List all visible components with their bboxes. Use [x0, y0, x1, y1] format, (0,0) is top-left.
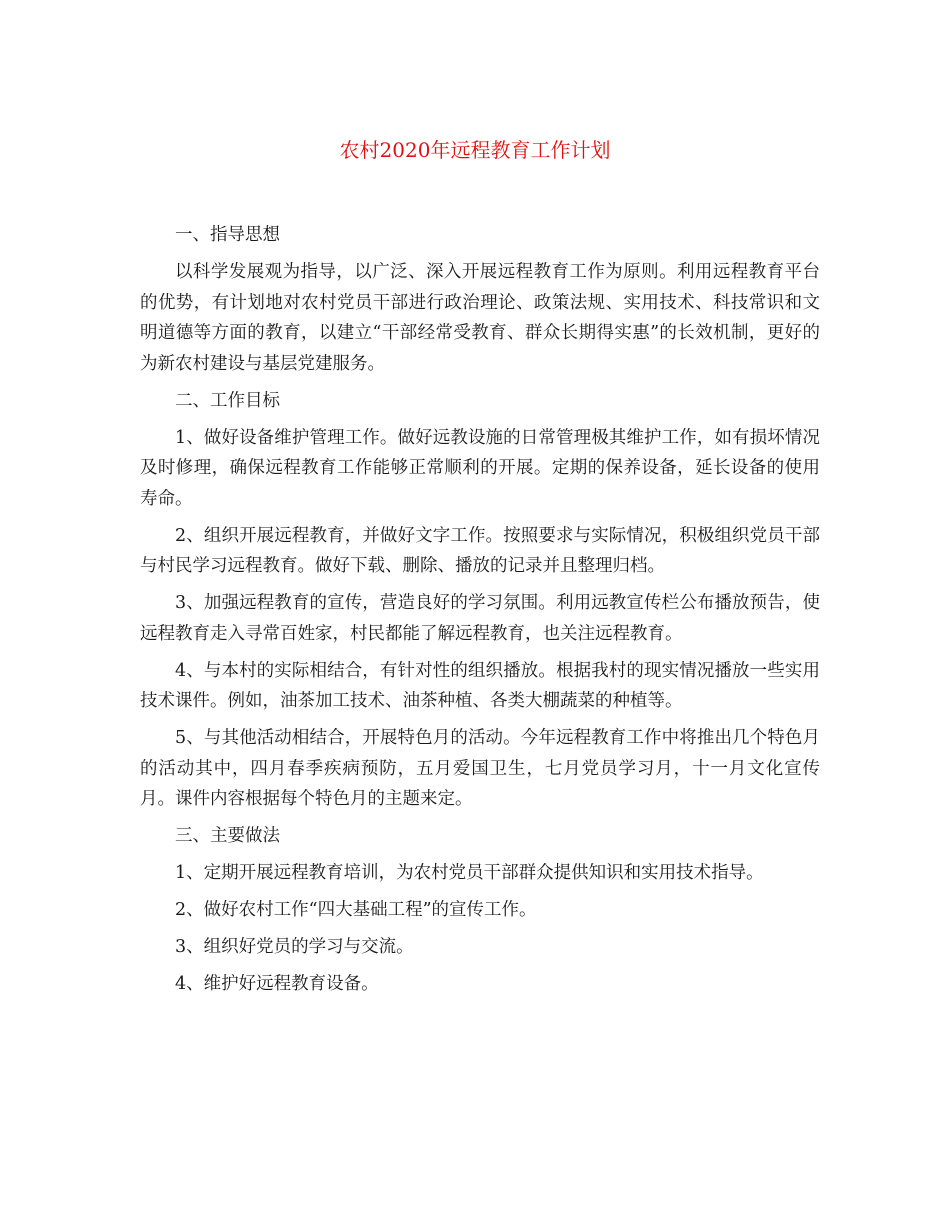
paragraph: 2、做好农村工作“四大基础工程”的宣传工作。 — [175, 900, 537, 920]
paragraph: 2、组织开展远程教育，并做好文字工作。按照要求与实际情况，积极组织党员干部与村民学习远程教育。做好下载、删除、播放的记录并且整理归档。 — [140, 525, 820, 576]
paragraph: 1、定期开展远程教育培训，为农村党员干部群众提供知识和实用技术指导。 — [175, 863, 764, 883]
section-heading-work-goals: 二、工作目标 — [175, 390, 280, 411]
section-heading-guiding-ideology: 一、指导思想 — [175, 225, 280, 245]
paragraph: 5、与其他活动相结合，开展特色月的活动。今年远程教育工作中将推出几个特色月的活动其中，四月春季疾病预防，五月爱国卫生，七月党员学习月，十一月文化宣传月。课件内容根据每个特色月的主题来定。 — [140, 728, 820, 809]
section-heading-main-practices: 三、主要做法 — [175, 826, 280, 846]
document-body — [140, 220, 820, 1006]
document-title: 农村2020年远程教育工作计划 — [339, 138, 611, 162]
paragraph: 3、组织好党员的学习与交流。 — [175, 937, 414, 957]
paragraph: 1、做好设备维护管理工作。做好远教设施的日常管理极其维护工作，如有损坏情况及时修理，确保远程教育工作能够正常顺利的开展。定期的保养设备，延长设备的使用寿命。 — [140, 427, 820, 509]
paragraph: 4、维护好远程教育设备。 — [175, 974, 379, 994]
paragraph: 4、与本村的实际相结合，有针对性的组织播放。根据我村的现实情况播放一些实用技术课件。例如，油茶加工技术、油茶种植、各类大棚蔬菜的种植等。 — [140, 660, 820, 711]
paragraph: 以科学发展观为指导，以广泛、深入开展远程教育工作为原则。利用远程教育平台的优势，有计划地对农村党员干部进行政治理论、政策法规、实用技术、科技常识和文明道德等方面的教育，以建立“干部经常受教育、群众长期得实惠”的长效机制，更好的为新农村建设与基层党建服务。 — [140, 262, 820, 374]
paragraph: 3、加强远程教育的宣传，营造良好的学习氛围。利用远教宣传栏公布播放预告，使远程教育走入寻常百姓家，村民都能了解远程教育，也关注远程教育。 — [140, 593, 820, 644]
